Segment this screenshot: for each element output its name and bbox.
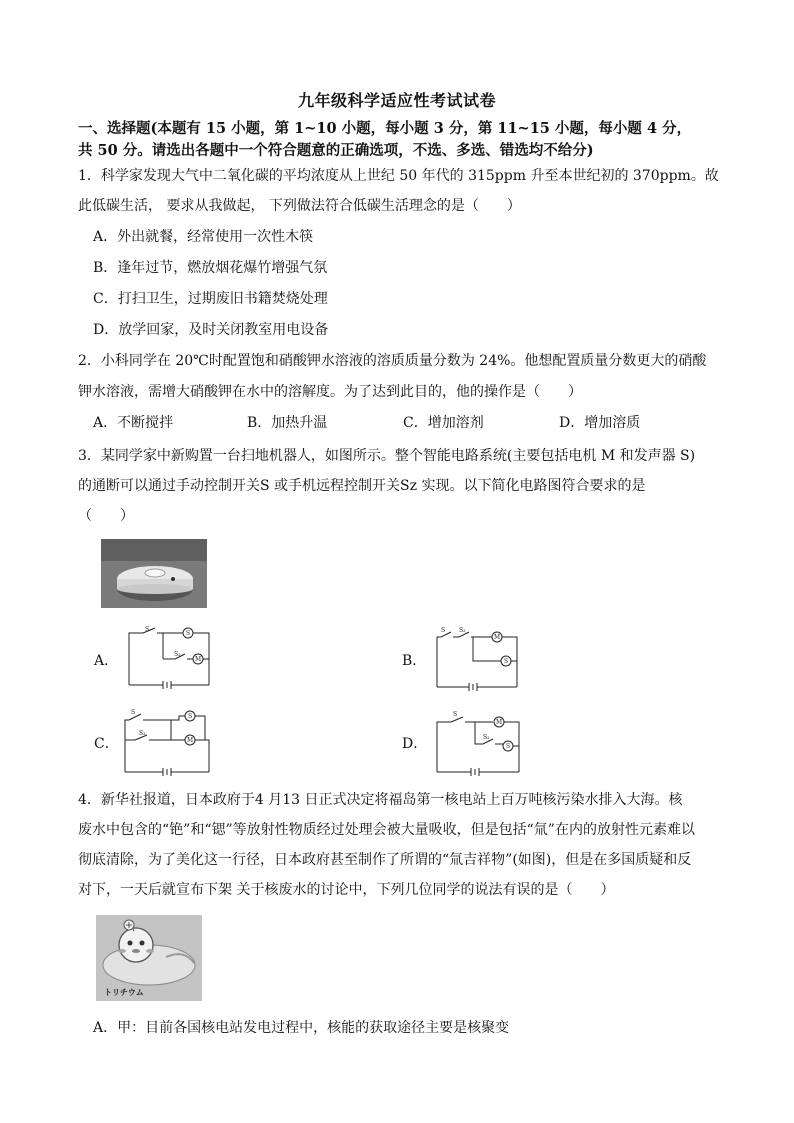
q2-stem-line1: 2．小科同学在 20℃时配置饱和硝酸钾水溶液的溶质质量分数为 24%。他想配置质量分数更大的硝酸 (78, 353, 707, 369)
q3-stem-line3: （ ） (78, 508, 134, 524)
section-heading-line2: 共 50 分。请选出各题中一个符合题意的正确选项，不选、多选、错选均不给分) (78, 142, 594, 159)
q3-stem-line2: 的通断可以通过手动控制开关S 或手机远程控制开关Sz 实现。以下简化电路图符合要求的是 (78, 478, 646, 494)
q2-option-b: B．加热升温 (247, 415, 328, 431)
tritium-mascot-icon (96, 915, 202, 1001)
tritium-mascot-image (96, 915, 202, 1001)
q2-option-c: C．增加溶剂 (403, 415, 484, 431)
circuit-a-sounder: S (186, 630, 191, 637)
q3-option-d-label: D． (402, 736, 428, 752)
q1-option-a: A．外出就餐，经常使用一次性木筷 (93, 229, 314, 245)
q3-circuit-c (121, 706, 215, 776)
q1-stem-line2: 此低碳生活， 要求从我做起， 下列做法符合低碳生活理念的是（ ） (78, 198, 521, 214)
robot-vacuum-photo (101, 539, 207, 608)
circuit-d-sounder: S (506, 743, 511, 750)
circuit-c-switch-s1: S (131, 709, 136, 716)
q4-stem-line4: 对下，一天后就宣布下架 关于核废水的讨论中，下列几位同学的说法有误的是（ ） (78, 882, 615, 898)
circuit-b-motor: M (494, 634, 501, 641)
circuit-d-motor: M (496, 719, 503, 726)
circuit-d-switch-s2: S₂ (483, 734, 490, 741)
circuit-a-switch-s1: S (145, 626, 150, 633)
mascot-caption: トリチウム (104, 988, 144, 997)
q2-option-a: A．不断搅拌 (93, 415, 174, 431)
q1-stem-line1: 1．科学家发现大气中二氧化碳的平均浓度从上世纪 50 年代的 315ppm 升至本世纪初的 370ppm。故 (78, 168, 719, 184)
circuit-b-switch-s1: S (441, 627, 446, 634)
q3-option-b-label: B． (402, 653, 427, 669)
q3-circuit-b (433, 625, 523, 691)
circuit-c-motor: M (187, 737, 194, 744)
q3-option-c-label: C． (94, 736, 119, 752)
circuit-b-switch-s2: S₂ (459, 627, 466, 634)
circuit-d-switch-s1: S (453, 711, 458, 718)
q4-stem-line2: 废水中包含的“铯”和“锶”等放射性物质经过处理会被大量吸收，但是包括“氚”在内的放射性元素难以 (78, 822, 695, 838)
q3-option-a-label: A． (94, 653, 119, 669)
circuit-a-motor: M (195, 656, 202, 663)
q1-option-d: D．放学回家，及时关闭教室用电设备 (93, 322, 329, 338)
q4-stem-line1: 4．新华社报道，日本政府于4 月13 日正式决定将福岛第一核电站上百万吨核污染水排入大海。核 (78, 792, 683, 808)
section-heading-line1: 一、选择题(本题有 15 小题，第 1~10 小题，每小题 3 分，第 11~15 小题，每小题 4 分， (78, 120, 692, 137)
robot-vacuum-icon (101, 539, 207, 608)
circuit-c-sounder: S (188, 713, 193, 720)
page-title: 九年级科学适应性考试试卷 (297, 91, 496, 110)
q1-option-c: C．打扫卫生，过期废旧书籍焚烧处理 (93, 291, 328, 307)
q4-stem-line3: 彻底清除，为了美化这一行径，日本政府甚至制作了所谓的“氚吉祥物”(如图)，但是在多国质疑和反 (78, 852, 692, 868)
q3-circuit-d (433, 708, 525, 776)
q3-stem-line1: 3．某同学家中新购置一台扫地机器人，如图所示。整个智能电路系统(主要包括电机 M 和发声器 S) (78, 448, 696, 464)
circuit-a-switch-s2: S₂ (174, 651, 181, 658)
circuit-b-sounder: S (504, 658, 509, 665)
q3-circuit-a (125, 625, 215, 689)
q4-option-a: A．甲：目前各国核电站发电过程中，核能的获取途径主要是核聚变 (93, 1020, 510, 1036)
circuit-c-switch-s2: S₂ (139, 730, 146, 737)
q2-option-d: D．增加溶质 (559, 415, 641, 431)
q1-option-b: B．逢年过节，燃放烟花爆竹增强气氛 (93, 260, 328, 276)
q2-stem-line2: 钾水溶液，需增大硝酸钾在水中的溶解度。为了达到此目的，他的操作是（ ） (78, 384, 582, 400)
